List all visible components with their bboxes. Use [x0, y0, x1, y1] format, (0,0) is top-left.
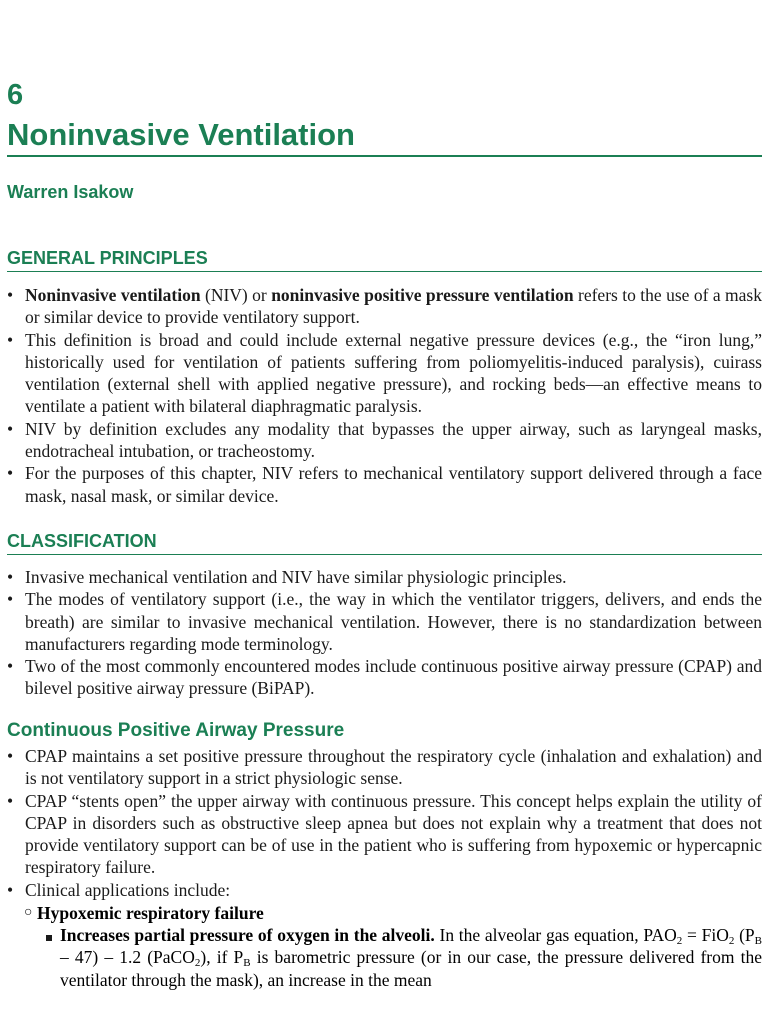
section-heading-classification: CLASSIFICATION [7, 531, 157, 551]
list-item: • Noninvasive ventilation (NIV) or noninvasive positive pressure ventilation refers to the use of a mask or similar device to provide ventilatory support. [7, 285, 762, 328]
subsection-heading-cpap: Continuous Positive Airway Pressure [7, 720, 345, 741]
circle-bullet-icon: ○ [24, 905, 33, 920]
list-item: • The modes of ventilatory support (i.e., the way in which the ventilator triggers, delivers, and ends the breath) are similar to invasive mechanical ventilation. However, there is no standardization between manufacturers regarding mode terminology. [7, 589, 762, 654]
cpap-list [7, 745, 762, 901]
classification-list [7, 566, 762, 700]
chapter-title: Noninvasive Ventilation [7, 117, 355, 152]
title-rule [7, 155, 762, 157]
list-item: • NIV by definition excludes any modality that bypasses the upper airway, such as laryngeal masks, endotracheal intubation, or tracheostomy. [7, 418, 762, 462]
section-heading-general: GENERAL PRINCIPLES [7, 248, 208, 268]
list-item: • Clinical applications include: [7, 879, 231, 900]
section-rule-classification [7, 554, 762, 555]
list-item: • CPAP “stents open” the upper airway with continuous pressure. This concept helps explain the utility of CPAP in disorders such as obstructive sleep apnea but does not explain why a treatment that does not provide ventilatory support can be of use in the patient who is suffering from hypoxemic or hypercapnic respiratory failure. [7, 790, 762, 878]
section-rule-general [7, 271, 762, 272]
general-list [7, 284, 762, 507]
list-item: • Two of the most commonly encountered modes include continuous positive airway pressure (CPAP) and bilevel positive airway pressure (BiPAP). [7, 656, 762, 699]
list-item: • This definition is broad and could include external negative pressure devices (e.g., the “iron lung,” historically used for ventilation of patients suffering from poliomyelitis-induced paralysis), cuirass ventilation (external shell with applied negative pressure), and rocking beds—an effective means to ventilate a patient with bilateral diaphragmatic paralysis. [7, 329, 762, 417]
list-item: • For the purposes of this chapter, NIV refers to mechanical ventilatory support delivered through a face mask, nasal mask, or similar device. [7, 463, 762, 506]
subsub-list-item: Increases partial pressure of oxygen in the alveoli. In the alveolar gas equation, $PAO_2 = FiO_2$ $(P_B - 47) - 1.2$ (PaCO$_2$), if $P_B$ is barometric pressure (or in our case, the pressure delivered from the ventilator through the mask), an increase in the mean [44, 924, 762, 991]
sub-list-item: ○ Hypoxemic respiratory failure [24, 903, 264, 923]
list-item: • CPAP maintains a set positive pressure throughout the respiratory cycle (inhalation and exhalation) and is not ventilatory support in a strict physiologic sense. [7, 746, 762, 789]
square-bullet-icon [46, 935, 52, 941]
author-name: Warren Isakow [7, 182, 134, 202]
list-item: • Invasive mechanical ventilation and NIV have similar physiologic principles. [7, 567, 567, 587]
chapter-number: 6 [7, 79, 24, 111]
